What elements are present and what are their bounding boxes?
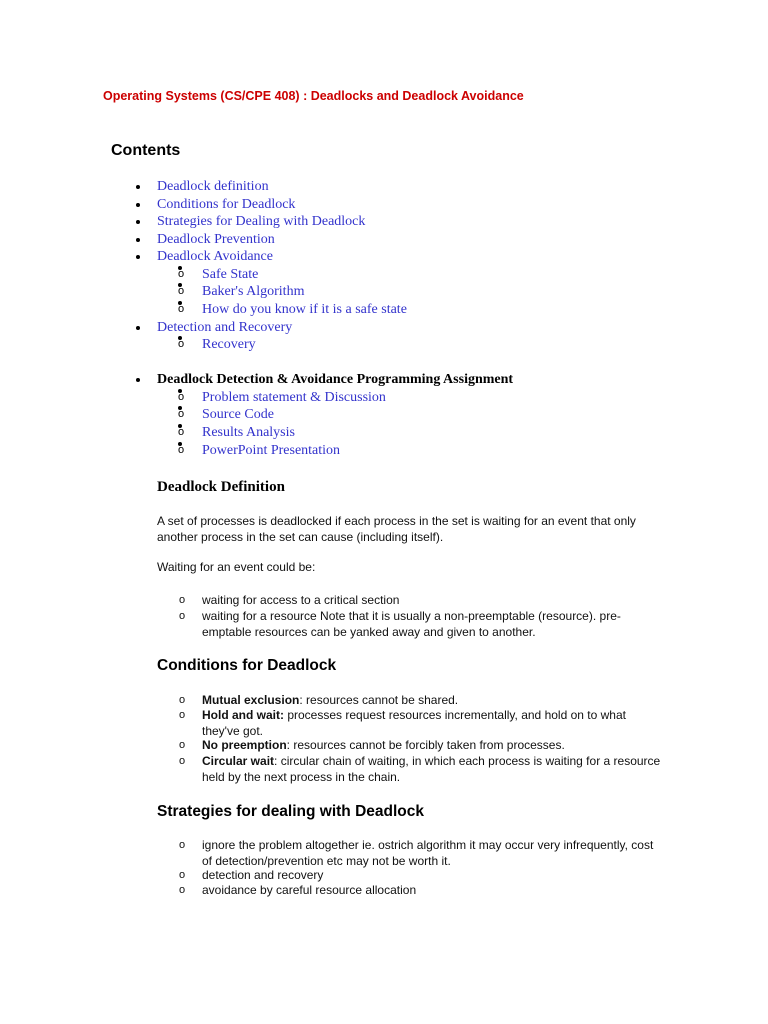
bullet-icon [136,185,140,189]
toc-link[interactable]: Results Analysis [202,425,295,440]
toc-item-prevention[interactable] [157,231,275,249]
toc-subitem-results-analysis[interactable] [178,424,295,442]
strategies-heading: Strategies for dealing with Deadlock [157,803,425,820]
toc-item-strategies[interactable] [157,213,365,231]
bullet-icon [136,378,140,382]
list-item: o waiting for access to a critical section [179,593,400,607]
toc-link[interactable]: How do you know if it is a safe state [202,302,407,317]
definition-paragraph: A set of processes is deadlocked if each process in the set is waiting for an event that only another process in the set can cause (including itself). [157,514,636,544]
toc-subitem-safe-state[interactable] [178,266,259,284]
toc-subitem-problem-statement[interactable] [178,389,386,407]
toc-subitem-recovery[interactable] [178,336,256,354]
sub-bullet-icon: o [179,594,186,606]
list-item: o Hold and wait: processes request resources incrementally, and hold on to what they've got. [179,708,626,738]
sub-bullet-icon: o [179,739,186,751]
list-item: o Circular wait: circular chain of waiting, in which each process is waiting for a resource held by the next process in the chain. [179,754,661,784]
sub-bullet-icon: o [178,285,185,297]
toc-link[interactable]: PowerPoint Presentation [202,443,341,458]
condition-term: Circular wait [202,754,275,768]
list-item: o waiting for a resource Note that it is usually a non-preemptable (resource). pre-emptable resources can be yanked away and given to another. [179,609,621,639]
sub-bullet-icon: o [178,303,185,315]
sub-bullet-icon: o [178,338,185,350]
bullet-icon [136,220,140,224]
toc-link[interactable]: Problem statement & Discussion [202,390,386,405]
definition-waiting-intro: Waiting for an event could be: [157,560,316,574]
toc-item-conditions[interactable] [157,196,295,214]
sub-bullet-icon: o [178,426,185,438]
toc-link[interactable]: Conditions for Deadlock [157,197,296,212]
list-item: o No preemption: resources cannot be forcibly taken from processes. [179,738,565,752]
toc-item-avoidance[interactable] [157,248,273,266]
toc-link[interactable]: Recovery [202,337,256,352]
sub-bullet-icon: o [178,408,185,420]
toc-subitem-powerpoint[interactable] [178,442,341,460]
sub-bullet-icon: o [179,755,186,767]
page-title: Operating Systems (CS/CPE 408) : Deadlocks and Deadlock Avoidance [103,89,524,103]
toc-item-assignment [157,371,513,389]
conditions-heading: Conditions for Deadlock [157,657,337,674]
sub-bullet-icon: o [179,610,186,622]
toc-link[interactable]: Safe State [202,267,259,282]
toc-link[interactable]: Detection and Recovery [157,320,293,335]
toc-subitem-source-code[interactable] [178,406,274,424]
bullet-icon [136,238,140,242]
condition-term: Mutual exclusion [202,693,300,707]
toc-link[interactable]: Baker's Algorithm [202,284,305,299]
toc-subitem-safe-state-check[interactable] [178,301,407,319]
toc-link[interactable]: Deadlock Prevention [157,232,275,247]
list-item: o Mutual exclusion: resources cannot be shared. [179,693,459,707]
sub-bullet-icon: o [178,391,185,403]
sub-bullet-icon: o [179,839,186,851]
condition-term: Hold and wait: [202,708,284,722]
sub-bullet-icon: o [178,444,185,456]
toc-link[interactable]: Source Code [202,407,274,422]
sub-bullet-icon: o [178,268,185,280]
bullet-icon [136,326,140,330]
toc-link[interactable]: Deadlock definition [157,179,269,194]
definition-heading: Deadlock Definition [157,479,285,495]
sub-bullet-icon: o [179,869,186,881]
toc-assignment-label: Deadlock Detection & Avoidance Programming Assignment [157,372,514,387]
sub-bullet-icon: o [179,694,186,706]
toc-link[interactable]: Strategies for Dealing with Deadlock [157,214,366,229]
sub-bullet-icon: o [179,709,186,721]
condition-term: No preemption [202,738,287,752]
toc-subitem-bakers-algorithm[interactable] [178,283,305,301]
toc-link[interactable]: Deadlock Avoidance [157,249,273,264]
bullet-icon [136,203,140,207]
list-item: o avoidance by careful resource allocation [179,883,417,897]
toc-item-deadlock-definition[interactable] [157,178,269,196]
sub-bullet-icon: o [179,884,186,896]
list-item: o ignore the problem altogether ie. ostrich algorithm it may occur very infrequently, cost of detection/prevention etc may not be worth it. [179,838,654,868]
bullet-icon [136,255,140,259]
list-item: o detection and recovery [179,868,324,882]
toc-item-detection-recovery[interactable] [157,319,292,337]
contents-heading: Contents [111,142,181,159]
